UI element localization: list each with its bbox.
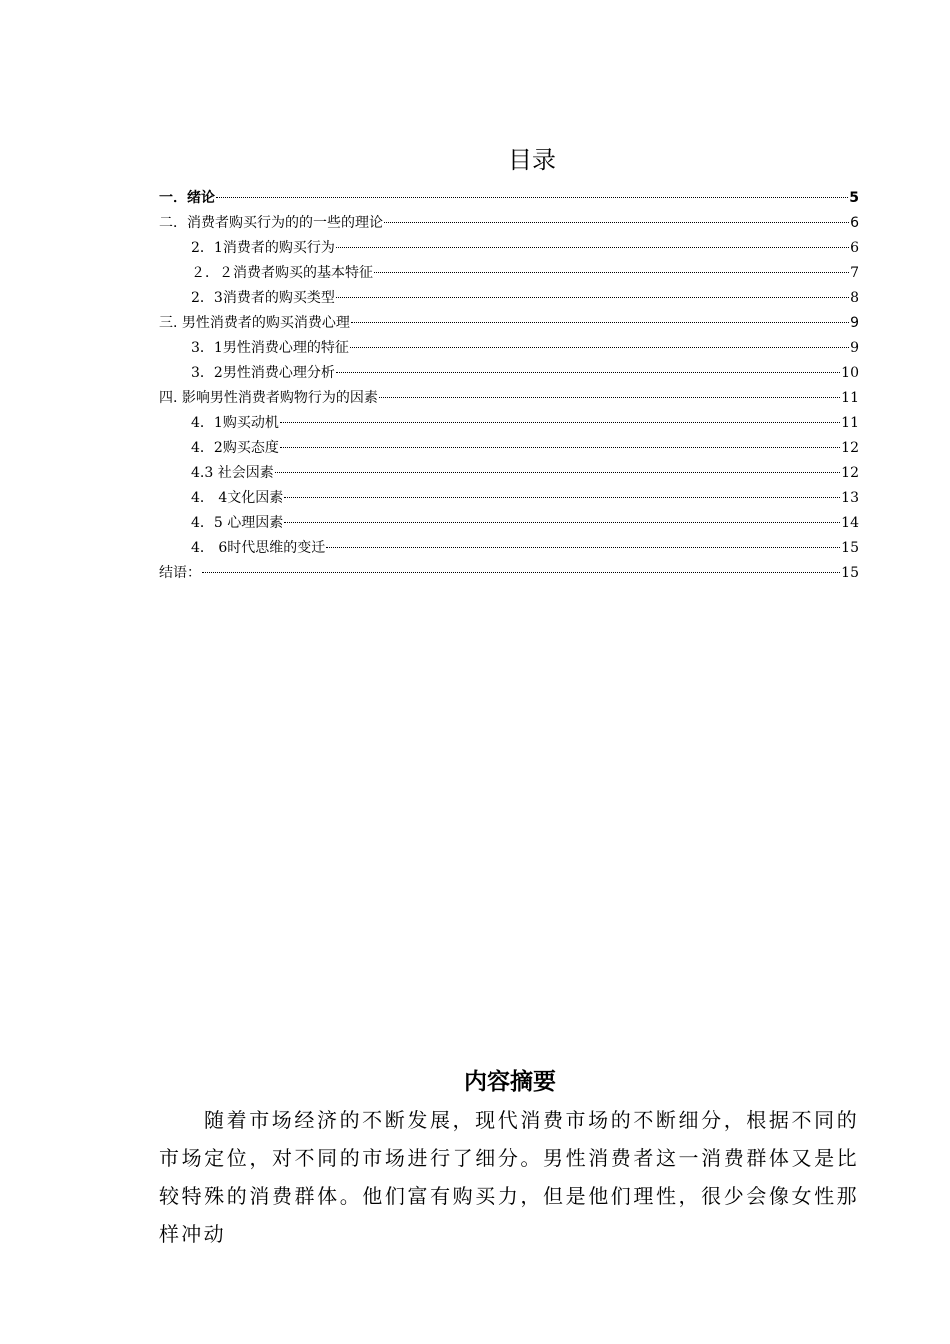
- toc-page-number: 14: [841, 515, 859, 531]
- toc-entry-label: 3．2男性消费心理分析: [191, 365, 335, 381]
- toc-page-number: 7: [850, 265, 859, 281]
- toc-page-number: 9: [850, 340, 859, 356]
- toc-dot-leader: [336, 297, 849, 298]
- toc-dot-leader: [284, 497, 840, 498]
- toc-dot-leader: [216, 197, 848, 198]
- toc-entry-label: 4．2购买态度: [191, 440, 279, 456]
- toc-title: 目录: [508, 146, 556, 174]
- toc-entry-label: 结语：: [159, 565, 201, 581]
- toc-entry-4-5[interactable]: [159, 511, 859, 536]
- toc-dot-leader: [351, 322, 849, 323]
- toc-dot-leader: [336, 372, 840, 373]
- toc-dot-leader: [280, 447, 840, 448]
- toc-entry-label: 一．绪论: [159, 190, 215, 206]
- table-of-contents: [159, 186, 859, 586]
- toc-entry-label: 4．1购买动机: [191, 415, 279, 431]
- toc-dot-leader: [284, 522, 840, 523]
- toc-page-number: 15: [841, 565, 859, 581]
- toc-page-number: 15: [841, 540, 859, 556]
- toc-page-number: 11: [841, 390, 859, 406]
- toc-entry-section-4[interactable]: [159, 386, 859, 411]
- toc-entry-label: 四. 影响男性消费者购物行为的因素: [159, 390, 378, 406]
- toc-page-number: 10: [841, 365, 859, 381]
- toc-page-number: 5: [849, 190, 859, 206]
- toc-entry-label: 二．消费者购买行为的的一些的理论: [159, 215, 383, 231]
- toc-dot-leader: [384, 222, 849, 223]
- toc-page-number: 13: [841, 490, 859, 506]
- toc-entry-section-3[interactable]: [159, 311, 859, 336]
- toc-dot-leader: [350, 347, 849, 348]
- toc-entry-label: 2．1消费者的购买行为: [191, 240, 335, 256]
- toc-dot-leader: [280, 422, 840, 423]
- toc-entry-2-3[interactable]: [159, 286, 859, 311]
- toc-page-number: 8: [850, 290, 859, 306]
- toc-dot-leader: [374, 272, 849, 273]
- toc-entry-4-4[interactable]: [159, 486, 859, 511]
- toc-entry-2-1[interactable]: [159, 236, 859, 261]
- toc-entry-intro[interactable]: [159, 186, 859, 211]
- toc-entry-4-6[interactable]: [159, 536, 859, 561]
- toc-page-number: 9: [850, 315, 859, 331]
- toc-entry-3-2[interactable]: [159, 361, 859, 386]
- toc-entry-4-1[interactable]: [159, 411, 859, 436]
- toc-entry-label: 4．5 心理因素: [191, 515, 284, 531]
- toc-entry-label: ２．２消费者购买的基本特征: [191, 265, 373, 281]
- toc-entry-4-2[interactable]: [159, 436, 859, 461]
- toc-entry-label: 4.3 社会因素: [191, 465, 274, 481]
- toc-dot-leader: [379, 397, 840, 398]
- toc-page-number: 12: [841, 440, 859, 456]
- toc-dot-leader: [326, 547, 840, 548]
- toc-entry-label: 三. 男性消费者的购买消费心理: [159, 315, 350, 331]
- toc-page-number: 11: [841, 415, 859, 431]
- toc-page-number: 12: [841, 465, 859, 481]
- abstract-paragraph: 随着市场经济的不断发展，现代消费市场的不断细分，根据不同的市场定位，对不同的市场进行了细分。男性消费者这一消费群体又是比较特殊的消费群体。他们富有购买力，但是他们理性，很少会像女性那样冲动: [159, 1108, 859, 1246]
- toc-entry-conclusion[interactable]: [159, 561, 859, 586]
- toc-dot-leader: [336, 247, 849, 248]
- toc-entry-2-2[interactable]: [159, 261, 859, 286]
- toc-entry-label: 3．1男性消费心理的特征: [191, 340, 349, 356]
- toc-page-number: 6: [850, 215, 859, 231]
- toc-entry-label: 4． 6时代思维的变迁: [191, 540, 326, 556]
- toc-page-number: 6: [850, 240, 859, 256]
- toc-entry-label: 2．3消费者的购买类型: [191, 290, 335, 306]
- toc-entry-3-1[interactable]: [159, 336, 859, 361]
- toc-dot-leader: [202, 572, 840, 573]
- abstract-title: 内容摘要: [464, 1069, 556, 1095]
- toc-dot-leader: [275, 472, 840, 473]
- toc-entry-section-2[interactable]: [159, 211, 859, 236]
- toc-entry-label: 4． 4文化因素: [191, 490, 284, 506]
- toc-entry-4-3[interactable]: [159, 461, 859, 486]
